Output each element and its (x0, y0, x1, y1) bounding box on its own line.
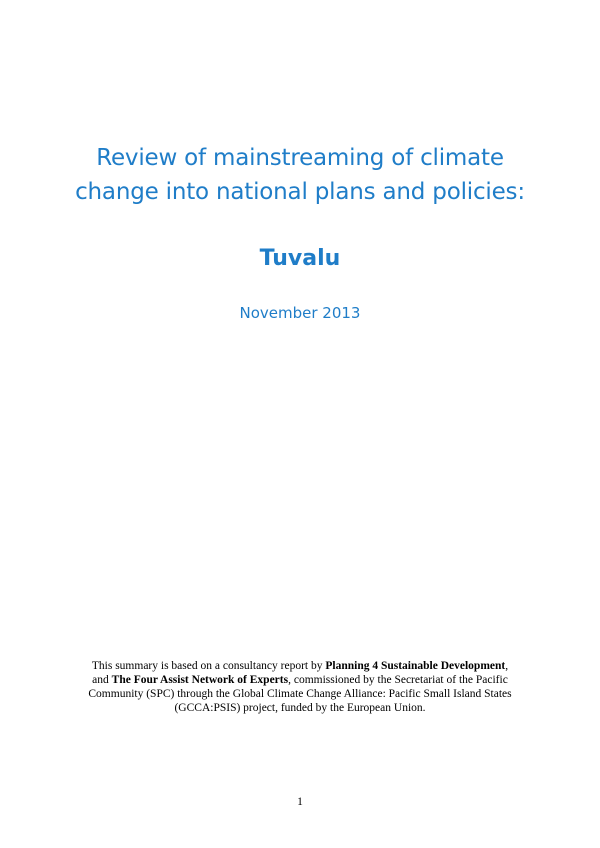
network-name: The Four Assist Network of Experts (111, 674, 289, 686)
title-line-2: change into national plans and policies: (75, 179, 525, 205)
summary-text: This summary is based on a consultancy report by (91, 660, 326, 672)
page-number: 1 (297, 796, 303, 808)
summary-text: , (505, 660, 509, 672)
title-line-1: Review of mainstreaming of climate (96, 145, 504, 171)
summary-text: and (92, 674, 112, 686)
summary-line-3: Community (SPC) through the Global Climate Change Alliance: Pacific Small Island States (88, 688, 512, 700)
document-title (0, 141, 600, 209)
summary-paragraph (70, 659, 530, 715)
country-subtitle: Tuvalu (259, 246, 341, 271)
summary-line-1 (70, 659, 530, 673)
summary-line-2 (70, 673, 530, 687)
summary-text: , commissioned by the Secretariat of the Pacific (288, 674, 508, 686)
summary-line-4: (GCCA:PSIS) project, funded by the European Union. (174, 702, 426, 714)
publication-date: November 2013 (239, 304, 361, 322)
consultant-name: Planning 4 Sustainable Development (325, 660, 506, 672)
